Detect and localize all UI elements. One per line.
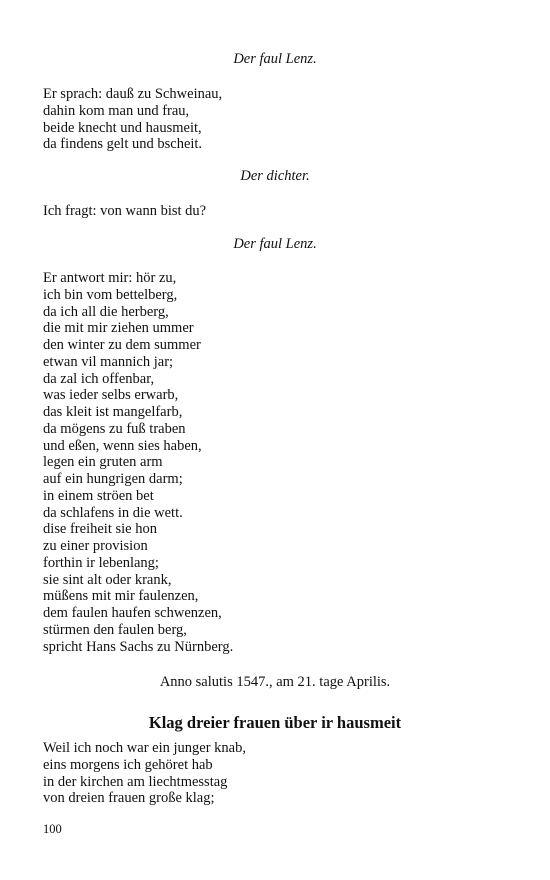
verse-line: da findens gelt und bscheit.: [43, 136, 203, 153]
verse-line: spricht Hans Sachs zu Nürnberg.: [43, 638, 234, 655]
verse-line: dahin kom man und frau,: [43, 102, 190, 119]
verse-line: Er sprach: dauß zu Schweinau,: [43, 86, 223, 102]
verse-line: dise freiheit sie hon: [43, 521, 157, 538]
verse-line: und eßen, wenn sies haben,: [43, 437, 202, 454]
verse-line: Weil ich noch war ein junger knab,: [43, 740, 246, 756]
verse-line: was ieder selbs erwarb,: [43, 387, 179, 404]
stanza-2: [43, 203, 523, 220]
verse-line: beide knecht und hausmeit,: [43, 119, 202, 136]
verse-line: von dreien frauen große klag;: [43, 790, 215, 807]
speaker-heading-faul-lenz: Der faul Lenz.: [233, 51, 317, 67]
verse-line: die mit mir ziehen ummer: [43, 320, 194, 337]
stanza-3: [43, 270, 523, 655]
speaker-heading-dichter: Der dichter.: [240, 168, 310, 184]
speaker-heading-faul-lenz: Der faul Lenz.: [233, 236, 317, 252]
verse-line: ich bin vom bettelberg,: [43, 286, 178, 303]
verse-line: legen ein gruten arm: [43, 454, 163, 471]
verse-line: müßens mit mir faulenzen,: [43, 588, 199, 605]
poem-title: Klag dreier frauen über ir hausmeit: [148, 713, 402, 732]
verse-line: stürmen den faulen berg,: [43, 621, 187, 638]
verse-line: eins morgens ich gehöret hab: [43, 756, 213, 773]
verse-line: forthin ir lebenlang;: [43, 554, 159, 571]
verse-line: auf ein hungrigen darm;: [43, 471, 183, 487]
verse-line: da zal ich offenbar,: [43, 370, 155, 387]
page-number: 100: [43, 822, 62, 836]
stanza-4: [43, 740, 523, 807]
verse-line: das kleit ist mangelfarb,: [43, 404, 183, 420]
verse-line: etwan vil mannich jar;: [43, 353, 174, 370]
verse-line: in der kirchen am liechtmesstag: [43, 773, 228, 790]
verse-line: da mögens zu fuß traben: [43, 420, 186, 437]
verse-line: sie sint alt oder krank,: [43, 571, 172, 588]
verse-line: Er antwort mir: hör zu,: [43, 270, 177, 286]
verse-line: Ich fragt: von wann bist du?: [43, 203, 207, 219]
verse-line: den winter zu dem summer: [43, 337, 201, 353]
verse-line: da schlafens in die wett.: [43, 504, 183, 521]
verse-line: in einem ströen bet: [43, 487, 154, 504]
verse-line: da ich all die herberg,: [43, 303, 169, 320]
date-colophon: Anno salutis 1547., am 21. tage Aprilis.: [159, 674, 391, 690]
verse-line: dem faulen haufen schwenzen,: [43, 605, 222, 621]
verse-line: zu einer provision: [43, 538, 148, 554]
stanza-1: [43, 86, 523, 153]
